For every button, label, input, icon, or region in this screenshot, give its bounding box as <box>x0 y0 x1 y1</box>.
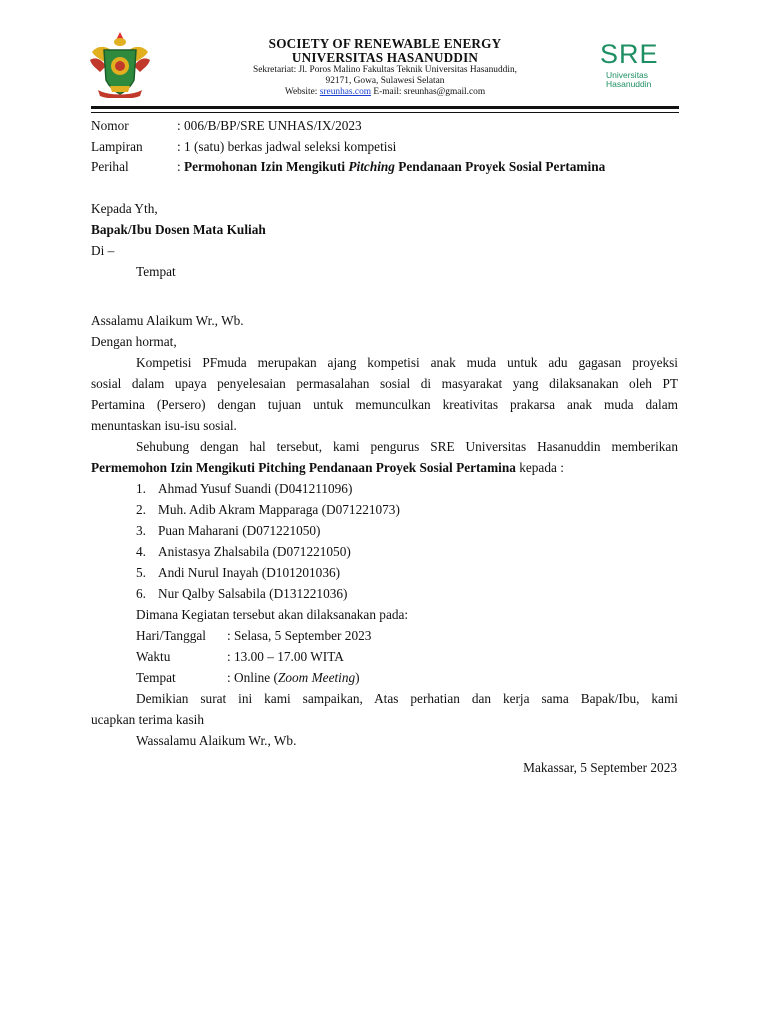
dimana: Dimana Kegiatan tersebut akan dilaksanakan pada: <box>136 607 409 622</box>
recipient-name: Bapak/Ibu Dosen Mata Kuliah <box>91 222 266 237</box>
p1-line-1: Kompetisi PFmuda merupakan ajang kompetisi anak muda untuk adu gagasan proyeksi <box>136 355 678 370</box>
schedule-place-prefix: : Online ( <box>227 670 278 685</box>
perihal-label: Perihal <box>91 159 129 174</box>
sre-logo-subtitle <box>606 71 686 89</box>
closing-line-2: ucapkan terima kasih <box>91 712 204 727</box>
letterhead <box>190 37 580 98</box>
list-item-text: Nur Qalby Salsabila (D131221036) <box>158 586 348 601</box>
list-item-text: Anistasya Zhalsabila (D071221050) <box>158 544 351 559</box>
list-item-number: 6. <box>136 586 146 601</box>
address-line-1: Sekretariat: Jl. Poros Malino Fakultas Teknik Universitas Hasanuddin, <box>253 65 517 75</box>
schedule-place-value <box>227 670 360 686</box>
lampiran-label: Lampiran <box>91 139 143 154</box>
perihal-part1: Permohonan Izin Mengikuti <box>184 159 349 174</box>
website-label: Website: <box>284 87 318 97</box>
recipient-greeting: Kepada Yth, <box>91 201 158 216</box>
salam: Assalamu Alaikum Wr., Wb. <box>91 313 244 328</box>
sre-logo-sub2: Hasanuddin <box>606 79 652 89</box>
perihal-value <box>177 159 605 175</box>
p2-bold: Permemohon Izin Mengikuti Pitching Pendanaan Proyek Sosial Pertamina <box>91 460 516 475</box>
recipient-di: Di – <box>91 243 115 258</box>
list-item-text: Muh. Adib Akram Mapparaga (D071221073) <box>158 502 400 517</box>
unhas-emblem-icon <box>88 30 152 98</box>
email-label: E-mail: <box>373 87 402 97</box>
sre-logo-text: SRE <box>600 39 659 69</box>
hormat: Dengan hormat, <box>91 334 177 349</box>
nomor-value: : 006/B/BP/SRE UNHAS/IX/2023 <box>177 118 362 133</box>
list-item-number: 2. <box>136 502 146 517</box>
p2-line-2 <box>91 460 564 476</box>
schedule-place-close: ) <box>355 670 360 685</box>
p1-line-4: menuntaskan isu-isu sosial. <box>91 418 237 433</box>
list-item-text: Ahmad Yusuf Suandi (D041211096) <box>158 481 353 496</box>
letter-date: Makassar, 5 September 2023 <box>523 760 677 775</box>
schedule-time-label: Waktu <box>136 649 171 664</box>
sre-logo-sub1: Universitas <box>606 70 649 80</box>
schedule-time-value: : 13.00 – 17.00 WITA <box>227 649 344 664</box>
wassalam: Wassalamu Alaikum Wr., Wb. <box>136 733 297 748</box>
recipient-place: Tempat <box>136 264 176 279</box>
schedule-day-value: : Selasa, 5 September 2023 <box>227 628 372 643</box>
letterhead-rule-thin <box>91 112 679 113</box>
list-item-number: 5. <box>136 565 146 580</box>
nomor-label: Nomor <box>91 118 129 133</box>
closing-line-1: Demikian surat ini kami sampaikan, Atas perhatian dan kerja sama Bapak/Ibu, kami <box>136 691 678 706</box>
p1-line-2: sosial dalam upaya penyelesaian permasalahan sosial di masyarakat yang dilaksanakan oleh PT <box>91 376 678 391</box>
address-line-2: 92171, Gowa, Sulawesi Selatan <box>325 76 445 86</box>
list-item-text: Andi Nurul Inayah (D101201036) <box>158 565 341 580</box>
list-item-number: 3. <box>136 523 146 538</box>
perihal-italic: Pitching <box>348 159 395 174</box>
perihal-part2: Pendanaan Proyek Sosial Pertamina <box>394 159 606 174</box>
org-name: SOCIETY OF RENEWABLE ENERGY <box>268 36 502 51</box>
list-item-number: 1. <box>136 481 146 496</box>
university-name: UNIVERSITAS HASANUDDIN <box>291 50 479 65</box>
letterhead-rule-thick <box>91 106 679 109</box>
schedule-place-italic: Zoom Meeting <box>277 670 356 685</box>
list-item-number: 4. <box>136 544 146 559</box>
website-link[interactable]: sreunhas.com <box>319 87 372 97</box>
email-address: sreunhas@gmail.com <box>403 87 486 97</box>
contact-line <box>190 87 580 98</box>
list-item-text: Puan Maharani (D071221050) <box>158 523 321 538</box>
p1-line-3: Pertamina (Persero) dengan tujuan untuk memunculkan kreativitas prakarsa anak muda dalam <box>91 397 678 412</box>
p2-tail: kepada : <box>515 460 564 475</box>
sre-logo <box>600 40 680 92</box>
schedule-day-label: Hari/Tanggal <box>136 628 206 643</box>
lampiran-value: : 1 (satu) berkas jadwal seleksi kompetisi <box>177 139 397 154</box>
perihal-colon: : <box>177 159 185 174</box>
schedule-place-label: Tempat <box>136 670 176 685</box>
p2-line-1: Sehubung dengan hal tersebut, kami pengurus SRE Universitas Hasanuddin memberikan <box>136 439 678 454</box>
